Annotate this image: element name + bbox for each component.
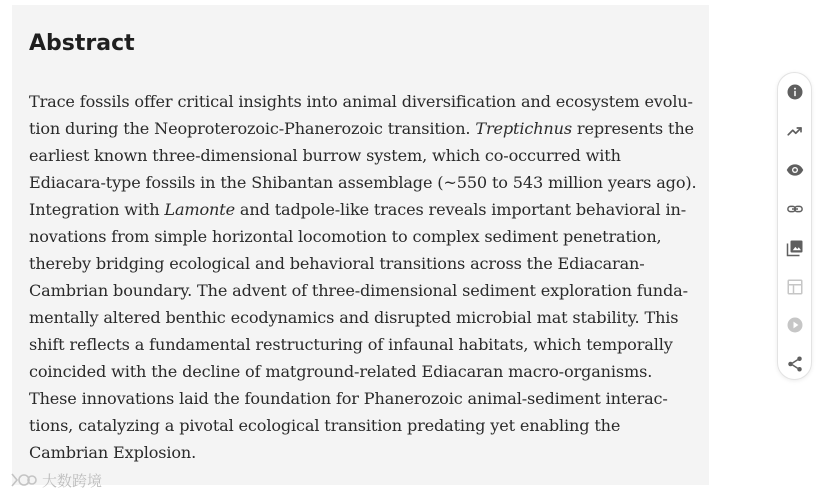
info-icon [786, 83, 804, 101]
play-icon [786, 316, 804, 334]
abstract-line [29, 304, 694, 331]
info-button[interactable] [784, 81, 806, 103]
image-gallery-icon [786, 239, 804, 257]
abstract-text: These innovations laid the foundation for Phanerozoic animal-sediment interac- [29, 389, 668, 408]
abstract-line [29, 358, 694, 385]
abstract-line [29, 412, 694, 439]
abstract-text: represents the [571, 119, 694, 138]
watermark-text: 大数跨境 [42, 471, 103, 490]
abstract-text: and tadpole-like traces reveals important behavioral in- [234, 200, 687, 219]
abstract-text: Integration with [29, 200, 165, 219]
abstract-text: Trace fossils offer critical insights into animal diversification and ecosystem evolu- [29, 92, 693, 111]
abstract-text: mentally altered benthic ecodynamics and disrupted microbial mat stability. This [29, 308, 679, 327]
abstract-line [29, 169, 697, 196]
abstract-text: tions, catalyzing a pivotal ecological transition predating yet enabling the [29, 416, 621, 435]
side-toolbar [777, 72, 812, 380]
abstract-text: shift reflects a fundamental restructuring of infaunal habitats, which temporally [29, 335, 673, 354]
abstract-text: tion during the Neoproterozoic-Phanerozoic transition. [29, 119, 476, 138]
abstract-line [29, 115, 694, 142]
views-button[interactable] [784, 159, 806, 181]
abstract-line [29, 439, 694, 466]
abstract-heading: Abstract [29, 31, 135, 56]
eye-icon [786, 161, 804, 179]
copy-link-button[interactable] [784, 198, 806, 220]
abstract-text: Cambrian Explosion. [29, 443, 197, 462]
watermark-logo-icon [8, 470, 38, 490]
abstract-text: Cambrian boundary. The advent of three-dimensional sediment exploration funda- [29, 281, 688, 300]
watermark [8, 469, 102, 491]
abstract-panel [12, 5, 709, 485]
link-icon [786, 200, 804, 218]
table-layout-icon [786, 278, 804, 296]
abstract-text: novations from simple horizontal locomotion to complex sediment penetration, [29, 227, 662, 246]
abstract-text: Ediacara-type fossils in the Shibantan assemblage (~550 to 543 million years ago). [29, 173, 697, 192]
abstract-body [29, 88, 697, 466]
abstract-line [29, 142, 694, 169]
abstract-line [29, 250, 694, 277]
tables-button[interactable] [784, 276, 806, 298]
abstract-text: earliest known three-dimensional burrow system, which co-occurred with [29, 146, 621, 165]
abstract-line [29, 277, 694, 304]
video-button[interactable] [784, 314, 806, 336]
taxon-name: Treptichnus [475, 119, 572, 138]
taxon-name: Lamonte [164, 200, 235, 219]
abstract-text: coincided with the decline of matground-related Ediacaran macro-organisms. [29, 362, 653, 381]
share-button[interactable] [784, 353, 806, 375]
abstract-line [29, 88, 694, 115]
figures-button[interactable] [784, 237, 806, 259]
trending-up-icon [786, 122, 804, 140]
abstract-line [29, 223, 694, 250]
abstract-line [29, 196, 694, 223]
abstract-line [29, 331, 694, 358]
metrics-button[interactable] [784, 120, 806, 142]
abstract-line [29, 385, 694, 412]
share-icon [786, 355, 804, 373]
abstract-text: thereby bridging ecological and behavioral transitions across the Ediacaran- [29, 254, 645, 273]
